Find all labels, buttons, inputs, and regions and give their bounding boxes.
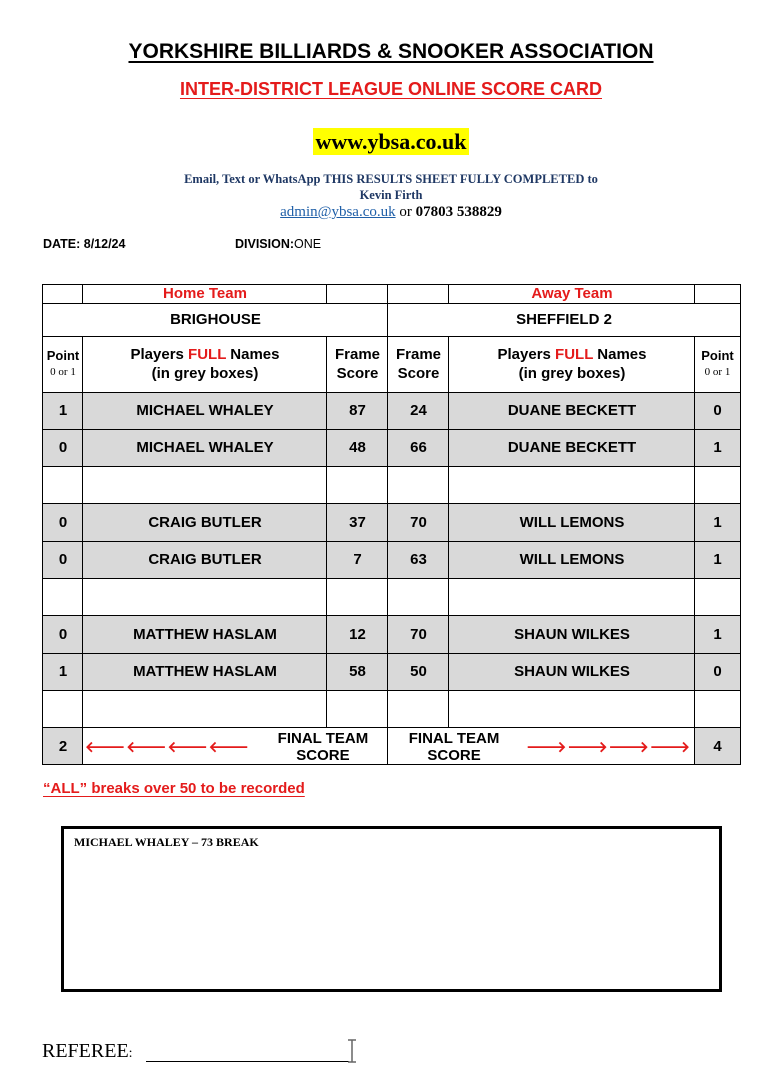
empty-spacer-cell: [388, 466, 449, 503]
home-team-label: Home Team: [163, 285, 247, 302]
home-final-score: 2: [43, 728, 83, 765]
away-frame-score-cell[interactable]: 70: [388, 504, 449, 541]
away-team-name: SHEFFIELD 2: [516, 311, 612, 328]
away-frame-score-cell[interactable]: 24: [388, 392, 449, 429]
players-prefix: Players: [497, 346, 556, 363]
home-frame-score-cell[interactable]: 12: [327, 616, 388, 653]
empty-spacer-cell: [449, 466, 695, 503]
division-label: DIVISION:: [235, 237, 295, 251]
away-point-cell[interactable]: 0: [695, 653, 740, 690]
table-rule: [740, 284, 741, 765]
page-subtitle: INTER-DISTRICT LEAGUE ONLINE SCORE CARD: [179, 79, 602, 99]
home-point-cell[interactable]: 1: [43, 653, 83, 690]
empty-spacer-cell: [43, 578, 83, 615]
away-frame-score-header: [388, 336, 449, 392]
table-rule: [42, 284, 741, 285]
away-final-label: [388, 728, 695, 765]
table-rule: [42, 690, 741, 691]
table-rule: [42, 615, 741, 616]
away-frame-score-cell[interactable]: 70: [388, 616, 449, 653]
empty-spacer-cell: [449, 690, 695, 727]
contact-name: Kevin Firth: [359, 188, 423, 202]
frame-label: Frame: [334, 346, 381, 363]
players-sub-label: (in grey boxes): [518, 365, 626, 382]
table-rule: [694, 284, 695, 304]
left-arrows-icon: 🡐🡐🡐🡐: [85, 739, 250, 756]
away-point-cell[interactable]: 1: [695, 504, 740, 541]
empty-spacer-cell: [83, 690, 327, 727]
date-field: [43, 237, 125, 251]
home-player-cell[interactable]: MATTHEW HASLAM: [83, 653, 327, 690]
empty-spacer-cell: [388, 578, 449, 615]
players-sub-label: (in grey boxes): [151, 365, 259, 382]
away-player-cell[interactable]: SHAUN WILKES: [449, 616, 695, 653]
home-final-text: FINAL TEAM SCORE: [277, 729, 369, 764]
division-field: [235, 237, 321, 251]
players-prefix: Players: [130, 346, 189, 363]
score-label: Score: [397, 365, 440, 382]
referee-colon: :: [128, 1046, 133, 1061]
empty-spacer-cell: [327, 466, 388, 503]
table-rule: [42, 336, 741, 337]
contact-email-link[interactable]: admin@ybsa.co.uk: [280, 204, 396, 220]
table-rule: [42, 503, 741, 504]
contact-or: or: [395, 204, 416, 220]
table-rule: [82, 727, 83, 765]
away-player-cell[interactable]: DUANE BECKETT: [449, 392, 695, 429]
home-frame-score-cell[interactable]: 48: [327, 429, 388, 466]
home-player-cell[interactable]: MATTHEW HASLAM: [83, 616, 327, 653]
away-frame-score-cell[interactable]: 63: [388, 541, 449, 578]
away-point-cell[interactable]: 1: [695, 541, 740, 578]
empty-spacer-cell: [695, 690, 740, 727]
breaks-entry: MICHAEL WHALEY – 73 BREAK: [74, 835, 259, 849]
home-point-cell[interactable]: 0: [43, 616, 83, 653]
home-player-cell[interactable]: CRAIG BUTLER: [83, 541, 327, 578]
home-final-label: [83, 728, 388, 765]
table-rule: [42, 284, 43, 765]
empty-spacer-cell: [388, 690, 449, 727]
away-player-cell[interactable]: SHAUN WILKES: [449, 653, 695, 690]
away-final-score: 4: [695, 728, 740, 765]
home-frame-score-header: [327, 336, 388, 392]
players-suffix: Names: [226, 346, 280, 363]
referee-signature-line[interactable]: [146, 1061, 349, 1062]
date-label: DATE:: [43, 237, 84, 251]
away-frame-score-cell[interactable]: 50: [388, 653, 449, 690]
website-link[interactable]: www.ybsa.co.uk: [0, 129, 782, 155]
home-players-header: [83, 336, 327, 392]
home-point-header: [43, 336, 83, 392]
home-player-cell[interactable]: MICHAEL WHALEY: [83, 392, 327, 429]
home-team-name: BRIGHOUSE: [170, 311, 261, 328]
table-rule: [42, 578, 741, 579]
frame-label: Frame: [395, 346, 442, 363]
contact-phone: 07803 538829: [415, 204, 502, 220]
empty-spacer-cell: [695, 466, 740, 503]
right-arrows-icon: 🡒🡒🡒🡒: [526, 739, 691, 756]
table-rule: [42, 392, 741, 393]
players-full: FULL: [555, 346, 594, 363]
breaks-box[interactable]: [61, 826, 722, 992]
away-player-cell[interactable]: WILL LEMONS: [449, 504, 695, 541]
point-label: Point: [701, 348, 734, 363]
empty-spacer-cell: [43, 690, 83, 727]
players-heading: [498, 345, 647, 364]
table-rule: [42, 727, 741, 728]
point-sub-label: 0 or 1: [50, 366, 76, 378]
empty-spacer-cell: [43, 466, 83, 503]
away-point-cell[interactable]: 0: [695, 392, 740, 429]
players-heading: [131, 345, 280, 364]
table-rule: [448, 284, 449, 304]
table-rule: [42, 429, 741, 430]
empty-spacer-cell: [327, 690, 388, 727]
date-value: 8/12/24: [83, 237, 126, 251]
away-final-text: FINAL TEAM SCORE: [408, 729, 500, 764]
text-cursor-icon: [347, 1039, 357, 1063]
home-player-cell[interactable]: CRAIG BUTLER: [83, 504, 327, 541]
table-rule: [82, 336, 83, 728]
point-sub-label: 0 or 1: [704, 366, 731, 378]
table-rule: [42, 764, 741, 765]
home-frame-score-cell[interactable]: 58: [327, 653, 388, 690]
table-rule: [42, 541, 741, 542]
table-rule: [694, 336, 695, 728]
table-rule: [82, 284, 83, 304]
score-label: Score: [336, 365, 379, 382]
empty-spacer-cell: [83, 466, 327, 503]
home-point-cell[interactable]: 1: [43, 392, 83, 429]
table-rule: [387, 284, 388, 765]
empty-spacer-cell: [327, 578, 388, 615]
table-rule: [42, 653, 741, 654]
home-point-cell[interactable]: 0: [43, 504, 83, 541]
page-title: YORKSHIRE BILLIARDS & SNOOKER ASSOCIATION: [128, 40, 654, 63]
away-frame-score-cell[interactable]: 66: [388, 429, 449, 466]
empty-spacer-cell: [83, 578, 327, 615]
referee-text: REFEREE: [42, 1040, 129, 1062]
division-value: ONE: [294, 237, 322, 251]
home-frame-score-cell[interactable]: 37: [327, 504, 388, 541]
table-rule: [42, 303, 741, 304]
contact-line: [0, 204, 782, 221]
referee-label: [42, 1040, 133, 1063]
table-rule: [694, 727, 695, 765]
home-point-cell[interactable]: 0: [43, 541, 83, 578]
away-point-cell[interactable]: 1: [695, 616, 740, 653]
away-players-header: [449, 336, 695, 392]
breaks-note: “ALL” breaks over 50 to be recorded: [43, 780, 305, 797]
home-frame-score-cell[interactable]: 7: [327, 541, 388, 578]
home-frame-score-cell[interactable]: 87: [327, 392, 388, 429]
home-player-cell[interactable]: MICHAEL WHALEY: [83, 429, 327, 466]
away-player-cell[interactable]: WILL LEMONS: [449, 541, 695, 578]
away-point-cell[interactable]: 1: [695, 429, 740, 466]
empty-spacer-cell: [695, 578, 740, 615]
empty-spacer-cell: [449, 578, 695, 615]
away-point-header: [695, 336, 740, 392]
table-rule: [326, 336, 327, 728]
table-rule: [326, 284, 327, 304]
away-player-cell[interactable]: DUANE BECKETT: [449, 429, 695, 466]
table-rule: [448, 336, 449, 728]
instruction-text: Email, Text or WhatsApp THIS RESULTS SHEET FULLY COMPLETED to: [184, 172, 598, 186]
players-suffix: Names: [593, 346, 647, 363]
point-label: Point: [46, 348, 80, 363]
table-rule: [42, 466, 741, 467]
players-full: FULL: [188, 346, 227, 363]
home-point-cell[interactable]: 0: [43, 429, 83, 466]
away-team-label: Away Team: [531, 285, 613, 302]
